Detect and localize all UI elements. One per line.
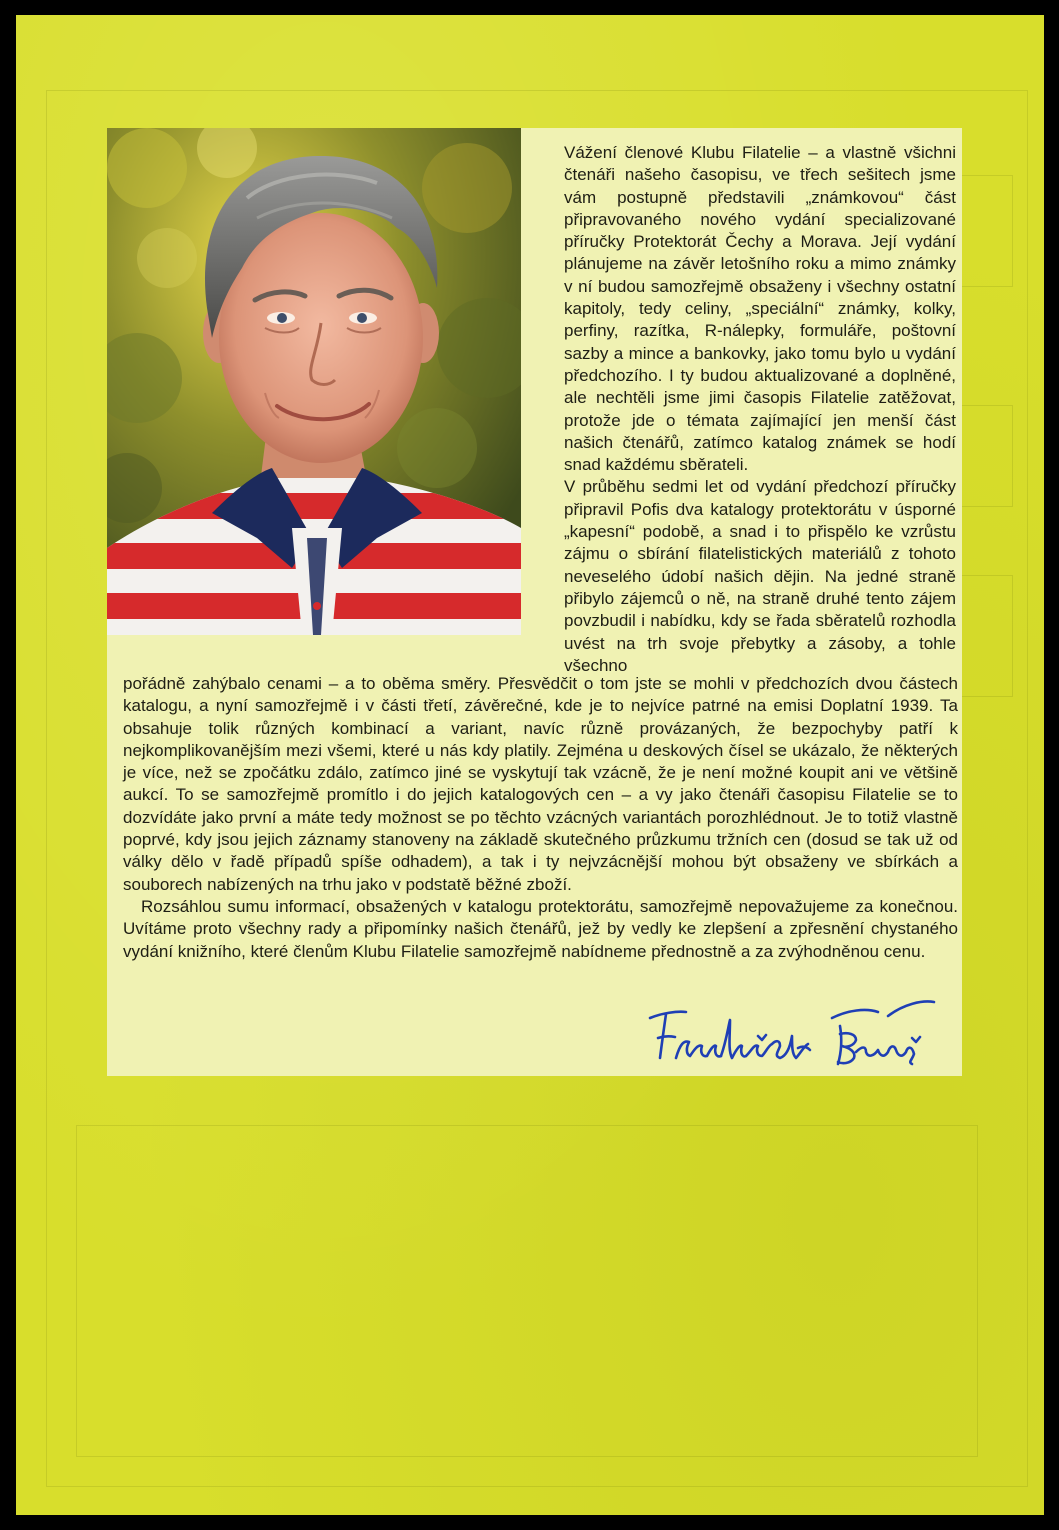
paragraph-intro: Vážení členové Klubu Filatelie – a vlastně všichni čtenáři našeho časopisu, ve třech sešitech jsme vám postupně představili „známkovou“ část připravovaného nového vydání specializované příručky Protektorát Čechy a Morava. Její vydání plánujeme na závěr letošního roku a mimo známky v ní budou samozřejmě obsaženy i všechny ostatní kapitoly, tedy celiny, „speciální“ známky, kolky, perfiny, razítka, R-nálepky, formuláře, poštovní sazby a mince a bankovky, jako tomu bylo u vydání předchozího. I ty budou aktualizované a doplněné, ale nechtěli jsme jimi časopis Filatelie zatěžovat, protože jde o témata zajímající jen menší část našich čtenářů, zatímco katalog známek se hodí snad každému sběrateli. xyxy=(564,143,956,475)
paragraph-closing: Rozsáhlou sumu informací, obsažených v katalogu protektorátu, samozřejmě nepovažujeme za konečnou. Uvítáme proto všechny rady a připomínky našich čtenářů, jež by vedly ke zlepšení a zpřesnění chystaného vydání knižního, které členům Klubu Filatelie samozřejmě nabídneme přednostně a za zvýhodněnou cenu. xyxy=(123,896,958,961)
author-portrait xyxy=(107,128,521,635)
ghost-frame-2 xyxy=(76,1125,978,1457)
article-text-top xyxy=(564,142,956,677)
handwritten-signature xyxy=(642,980,942,1075)
paragraph-pocket-catalogues-continued: pořádně zahýbalo cenami – a to oběma směry. Přesvědčit o tom jste se mohli v předchozích dvou částech katalogu, a nyní samozřejmě i v části třetí, závěrečné, kde je to nejvíce patrné na emisi Doplatní 1939. Ta obsahuje tolik různých kombinací a variant, navíc různě provázaných, že bezpochyby patří k nejkomplikovanějším mezi všemi, které u nás kdy platily. Zejména u deskových čísel se ukázalo, že některých je více, než se zpočátku zdálo, zatímco jiné se vyskytují tak vzácně, že je není možné koupit ani ve většině aukcí. To se samozřejmě promítlo i do jejich katalogových cen – a vy jako čtenáři časopisu Filatelie se to dozvídáte jako první a máte tedy možnost se po těchto vzácných variantách porozhlédnout. Je to totiž vlastně poprvé, kdy jsou jejich záznamy stanoveny na základě skutečného průzkumu tržních cen (dosud se tak už od války dělo v řadě případů spíše odhadem), a tak i ty nejvzácnější mohou být obsaženy ve sbírkách a souborech nabízených na trhu jako v podstatě běžné zboží. xyxy=(123,674,958,894)
article-text-bottom xyxy=(123,673,958,963)
magazine-page xyxy=(16,15,1044,1515)
paragraph-pocket-catalogues-start: V průběhu sedmi let od vydání předchozí příručky připravil Pofis dva katalogy protektorátu v úsporné „kapesní“ podobě, a snad i to přispělo ke vzrůstu zájmu o sbírání filatelistických materiálů z tohoto neveselého údobí našich dějin. Na jedné straně přibylo zájemců o ně, na straně druhé tento zájem povzbudil i nabídku, kdy se řada sběratelů rozhodla uvést na trh svoje přebytky a zásoby, a tohle všechno xyxy=(564,477,956,675)
